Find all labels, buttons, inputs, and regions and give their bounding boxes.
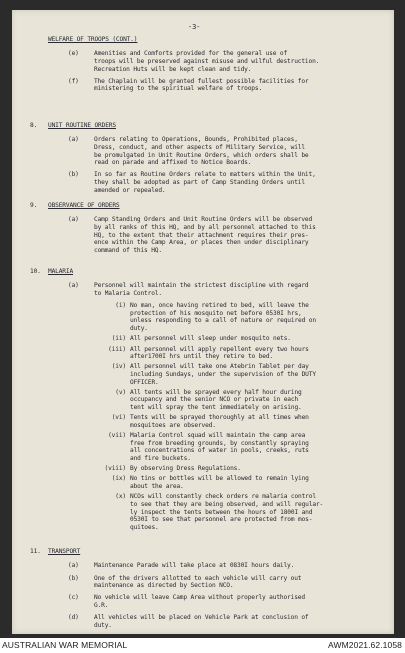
item-text-line: All vehicles will be placed on Vehicle Park at conclusion of [94, 614, 309, 622]
subitem-text-line: No man, once having retired to bed, will leave the [130, 302, 309, 310]
section-heading: UNIT ROUTINE ORDERS [48, 122, 116, 129]
subitem-text-line: No tins or bottles will be allowed to remain lying [130, 475, 309, 483]
item-text-line: HQ, to the extent that their attachment requires their pres- [94, 231, 309, 239]
subitem-label: (x) [115, 493, 126, 501]
item-text-line: troops will be preserved against misuse and wilful destruction. [94, 58, 320, 66]
subitem-text-line: NCOs will constantly check orders re malaria control [130, 493, 316, 501]
page-number: -3- [188, 23, 201, 31]
item-text-line: maintenance as directed by Section NCO. [94, 582, 234, 590]
item-text-line: ence within the Camp Area, or places then under disciplinary [94, 239, 309, 247]
subitem-text-line: mosquitoes are observed. [130, 421, 216, 429]
item-label: (c) [68, 594, 79, 602]
item-label: (a) [68, 562, 79, 570]
section-heading: WELFARE OF TROOPS (CONT.) [48, 36, 138, 43]
section-number: 8. [30, 122, 38, 129]
item-text-line: G.R. [94, 601, 109, 609]
item-text-line: Dress, conduct, and other aspects of Military Service, will [94, 144, 305, 152]
subitem-text-line: including Sundays, under the supervision of the DUTY [130, 370, 316, 378]
subitem-text-line: OFFICER. [130, 378, 159, 386]
subitem-text-line: free from breeding grounds, by constantly spraying [130, 439, 309, 447]
subitem-label: (ix) [111, 475, 126, 483]
subitem-label: (ii) [111, 335, 126, 343]
item-label: (e) [68, 50, 79, 58]
item-text-line: duty. [94, 621, 112, 629]
subitem-text-line: all concentrations of water in pools, creeks, ruts [130, 447, 309, 455]
subitem-label: (iii) [108, 345, 126, 353]
subitem-label: (vii) [108, 432, 126, 440]
subitem-text-line: All personnel will sleep under mosquito nets. [130, 335, 291, 343]
item-label: (a) [68, 216, 79, 224]
subitem-text-line: to see that they are being observed, and will regular- [130, 500, 324, 508]
item-text-line: to Malaria Control. [94, 290, 162, 298]
section-number: 10. [30, 268, 41, 275]
subitem-text-line: ly inspect the tents between the hours of 1800I and [130, 508, 313, 516]
document-page [12, 10, 394, 634]
subitem-text-line: tent will spray the tent immediately on arising. [130, 404, 302, 412]
subitem-label: (viii) [104, 465, 126, 473]
item-text-line: In so far as Routine Orders relate to matters within the Unit, [94, 171, 316, 179]
subitem-text-line: duty. [130, 325, 148, 332]
item-label: (a) [68, 282, 79, 290]
subitem-text-line: All personnel will take one Atebrin Tablet per day [130, 363, 309, 371]
item-text-line: Maintenance Parade will take place at 0830I hours daily. [94, 562, 295, 570]
subitem-text-line: Tents will be sprayed thoroughly at all times when [130, 414, 309, 422]
item-text-line: Orders relating to Operations, Bounds, Prohibited places, [94, 136, 298, 144]
section-heading: TRANSPORT [48, 548, 81, 555]
item-text-line: ministering to the spiritual welfare of troops. [94, 85, 263, 93]
subitem-label: (vi) [111, 414, 126, 422]
item-text-line: The Chaplain will be granted fullest possible facilities for [94, 77, 309, 85]
section-heading: MALARIA [48, 268, 74, 275]
item-text-line: be promulgated in Unit Routine Orders, which orders shall be [94, 151, 309, 159]
subitem-label: (v) [115, 388, 126, 396]
section-heading: OBSERVANCE OF ORDERS [48, 202, 120, 209]
item-text-line: Personnel will maintain the strictest discipline with regard [94, 282, 309, 290]
item-label: (a) [68, 136, 79, 144]
section-number: 9. [30, 202, 38, 209]
document-text [12, 10, 394, 634]
subitem-text-line: By observing Dress Regulations. [130, 465, 241, 473]
subitem-text-line: occupancy and the senior NCO or private in each [130, 396, 299, 404]
subitem-text-line: protection of his mosquito net before 0530I hrs, [130, 309, 302, 317]
subitem-text-line: 0530I to see that personnel are protected from mos- [130, 516, 313, 524]
accession-number: AWM2021.62.1058 [328, 640, 402, 650]
subitem-label: (i) [115, 302, 126, 310]
subitem-text-line: and fire buckets. [130, 454, 191, 462]
item-text-line: No vehicle will leave Camp Area without properly authorised [94, 594, 305, 602]
subitem-text-line: after1700I hrs until they retire to bed. [130, 353, 274, 361]
item-label: (d) [68, 614, 79, 622]
item-label: (b) [68, 171, 79, 179]
item-label: (f) [68, 77, 79, 85]
item-text-line: Amenities and Comforts provided for the general use of [94, 50, 288, 58]
subitem-text-line: All personnel will apply repellent every two hours [130, 345, 309, 353]
item-text-line: they shall be adopted as part of Camp Standing Orders until [94, 179, 305, 186]
item-text-line: command of this HQ. [94, 246, 162, 254]
subitem-text-line: unless responding to a call of nature or required on [130, 317, 316, 325]
subitem-label: (iv) [111, 363, 126, 371]
item-text-line: amended or repealed. [94, 186, 166, 194]
section-number: 11. [30, 548, 41, 555]
item-text-line: Recreation Huts will be kept clean and tidy. [94, 65, 252, 73]
item-text-line: by all ranks of this HQ, and by all personnel attached to this [94, 224, 316, 232]
subitem-text-line: about the area. [130, 483, 184, 491]
subitem-text-line: quitoes. [130, 523, 159, 531]
item-text-line: Camp Standing Orders and Unit Routine Orders will be observed [94, 216, 313, 224]
institution-caption: AUSTRALIAN WAR MEMORIAL [2, 640, 128, 650]
subitem-text-line: All tents will be sprayed every half hour during [130, 388, 302, 396]
item-text-line: read on parade and affixed to Notice Boards. [94, 159, 252, 167]
subitem-text-line: Malaria Control squad will maintain the camp area [130, 432, 306, 440]
item-text-line: One of the drivers allotted to each vehicle will carry out [94, 574, 302, 582]
item-label: (b) [68, 574, 79, 582]
